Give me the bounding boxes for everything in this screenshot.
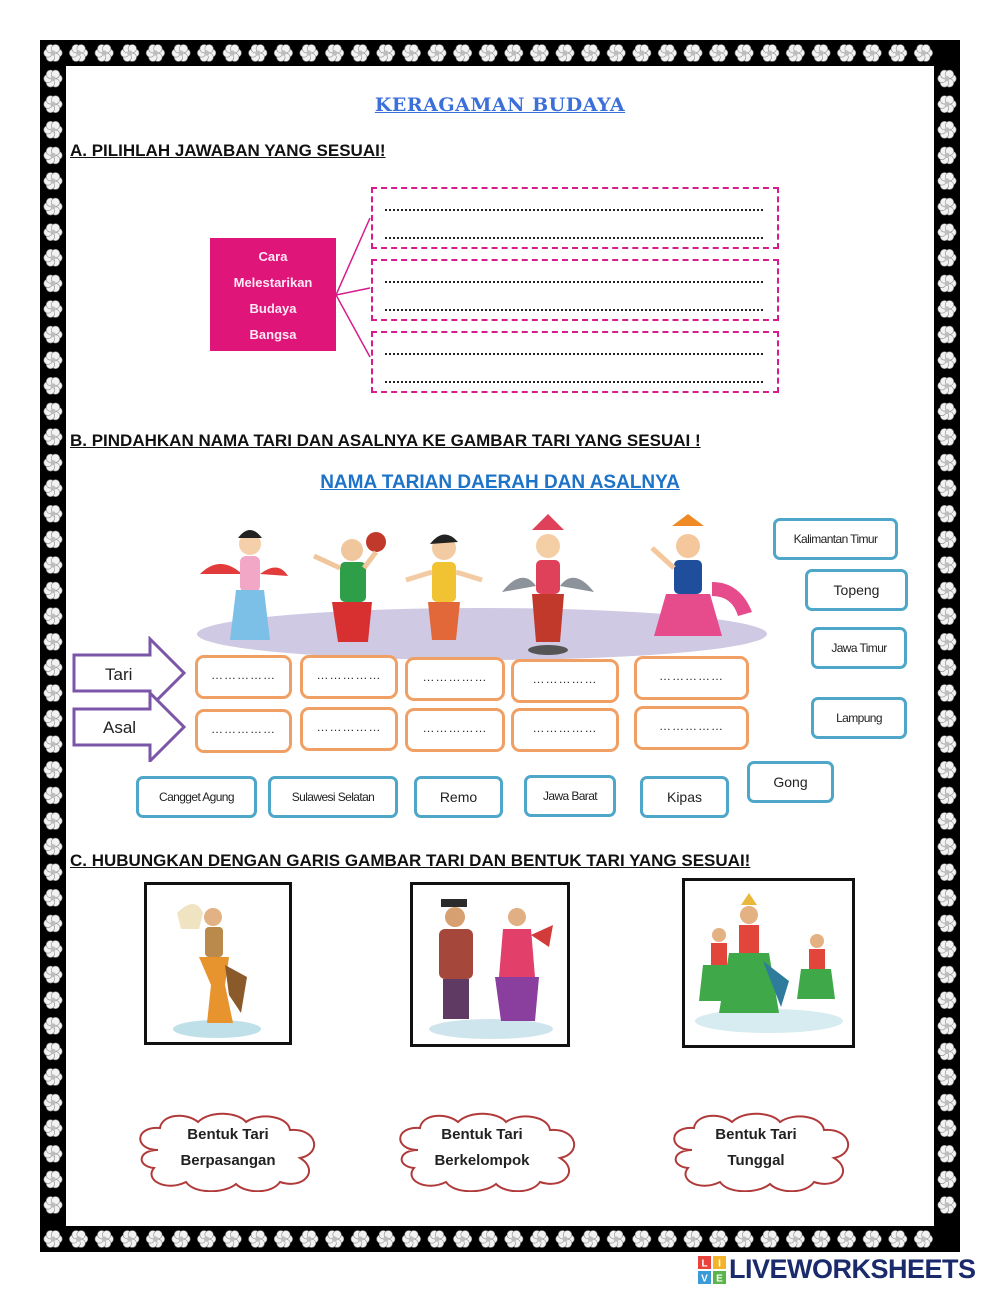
flower-icon bbox=[44, 1069, 62, 1086]
chip-kalimantan-timur[interactable]: Kalimantan Timur bbox=[773, 518, 898, 560]
flower-icon bbox=[505, 1231, 523, 1248]
flower-icon bbox=[44, 1231, 62, 1248]
flower-icon bbox=[684, 45, 702, 62]
flower-icon bbox=[44, 582, 62, 599]
tari-slot-5[interactable]: …………… bbox=[634, 656, 749, 700]
flower-icon bbox=[938, 1094, 956, 1111]
flower-icon bbox=[914, 1231, 932, 1248]
answer-line bbox=[385, 281, 763, 283]
flower-icon bbox=[938, 1197, 956, 1214]
flower-icon bbox=[44, 377, 62, 394]
dancer-sash-illustration bbox=[652, 514, 752, 636]
flower-icon bbox=[44, 761, 62, 778]
answer-line bbox=[385, 381, 763, 383]
flower-icon bbox=[556, 1231, 574, 1248]
flower-icon bbox=[938, 147, 956, 164]
flower-icon bbox=[44, 403, 62, 420]
flower-icon bbox=[938, 1145, 956, 1162]
chip-lampung[interactable]: Lampung bbox=[811, 697, 907, 739]
section-b-heading: B. PINDAHKAN NAMA TARI DAN ASALNYA KE GAMBAR TARI YANG SESUAI ! bbox=[70, 431, 701, 450]
flower-icon bbox=[325, 1231, 343, 1248]
flower-icon bbox=[938, 505, 956, 522]
flower-icon bbox=[44, 173, 62, 190]
flower-icon bbox=[44, 531, 62, 548]
flower-icon bbox=[44, 1145, 62, 1162]
flower-icon bbox=[938, 224, 956, 241]
flower-icon bbox=[197, 45, 215, 62]
flower-icon bbox=[837, 1231, 855, 1248]
group-dancers-illustration bbox=[685, 881, 852, 1045]
flower-icon bbox=[95, 45, 113, 62]
flower-icon bbox=[44, 224, 62, 241]
row-arrows bbox=[72, 636, 192, 762]
box-line-4: Bangsa bbox=[249, 327, 297, 342]
cloud-line-2: Tunggal bbox=[727, 1152, 785, 1169]
flower-icon bbox=[146, 45, 164, 62]
flower-icon bbox=[44, 147, 62, 164]
flower-icon bbox=[44, 70, 62, 87]
asal-slot-4[interactable]: …………… bbox=[511, 708, 619, 752]
flower-icon bbox=[44, 813, 62, 830]
flower-icon bbox=[530, 1231, 548, 1248]
liveworksheets-logo-icon bbox=[698, 1256, 728, 1286]
answer-box-1[interactable] bbox=[371, 187, 779, 249]
solo-dancer-illustration bbox=[147, 885, 289, 1042]
flower-icon bbox=[274, 1231, 292, 1248]
flower-icon bbox=[44, 1197, 62, 1214]
flower-icon bbox=[938, 941, 956, 958]
flower-icon bbox=[44, 736, 62, 753]
flower-icon bbox=[938, 736, 956, 753]
couple-dancers-illustration bbox=[413, 885, 567, 1044]
flower-icon bbox=[44, 301, 62, 318]
chip-cangget-agung[interactable]: Cangget Agung bbox=[136, 776, 257, 818]
flower-icon bbox=[44, 121, 62, 138]
flower-icon bbox=[44, 608, 62, 625]
flower-icon bbox=[402, 45, 420, 62]
flower-icon bbox=[938, 710, 956, 727]
flower-icon bbox=[44, 326, 62, 343]
flower-icon bbox=[938, 915, 956, 932]
flower-icon bbox=[889, 45, 907, 62]
flower-icon bbox=[479, 45, 497, 62]
flower-icon bbox=[633, 45, 651, 62]
liveworksheets-brand: LIVEWORKSHEETS bbox=[729, 1254, 976, 1284]
flower-icon bbox=[44, 710, 62, 727]
tari-slot-1[interactable]: …………… bbox=[195, 655, 292, 699]
cloud-berpasangan-text bbox=[148, 1122, 308, 1174]
flower-icon bbox=[837, 45, 855, 62]
svg-text:V: V bbox=[701, 1273, 708, 1285]
flower-icon bbox=[684, 1231, 702, 1248]
flower-icon bbox=[44, 505, 62, 522]
flower-icon bbox=[274, 45, 292, 62]
flower-icon bbox=[938, 403, 956, 420]
flower-icon bbox=[938, 582, 956, 599]
flower-icon bbox=[607, 45, 625, 62]
flower-icon bbox=[351, 45, 369, 62]
flower-icon bbox=[300, 45, 318, 62]
flower-icon bbox=[938, 301, 956, 318]
flower-icon bbox=[938, 787, 956, 804]
cara-melestarikan-box bbox=[210, 238, 336, 351]
chip-remo[interactable]: Remo bbox=[414, 776, 503, 818]
flower-icon bbox=[377, 1231, 395, 1248]
flower-icon bbox=[121, 45, 139, 62]
flower-icon bbox=[44, 838, 62, 855]
flower-icon bbox=[44, 941, 62, 958]
flower-icon bbox=[377, 45, 395, 62]
svg-text:I: I bbox=[718, 1258, 721, 1270]
flower-icon bbox=[44, 915, 62, 932]
flower-icon bbox=[938, 557, 956, 574]
answer-line bbox=[385, 309, 763, 311]
flower-icon bbox=[735, 1231, 753, 1248]
cloud-line-1: Bentuk Tari bbox=[715, 1126, 797, 1143]
flower-icon bbox=[249, 1231, 267, 1248]
flower-icon bbox=[300, 1231, 318, 1248]
flower-icon bbox=[735, 45, 753, 62]
box-line-2: Melestarikan bbox=[233, 275, 313, 290]
tari-row-label: Tari bbox=[105, 665, 133, 684]
flower-icon bbox=[223, 1231, 241, 1248]
flower-icon bbox=[938, 70, 956, 87]
asal-slot-3[interactable]: …………… bbox=[405, 708, 505, 752]
regional-dancers-illustration bbox=[192, 512, 772, 662]
flower-icon bbox=[938, 1120, 956, 1137]
flower-icon bbox=[938, 173, 956, 190]
flower-icon bbox=[44, 198, 62, 215]
flower-icon bbox=[761, 1231, 779, 1248]
flower-icon bbox=[402, 1231, 420, 1248]
flower-icon bbox=[863, 1231, 881, 1248]
flower-icon bbox=[453, 1231, 471, 1248]
cloud-berkelompok-text bbox=[402, 1122, 562, 1174]
asal-slot-5[interactable]: …………… bbox=[634, 706, 749, 750]
cloud-tunggal-text bbox=[676, 1122, 836, 1174]
flower-icon bbox=[453, 45, 471, 62]
flower-icon bbox=[556, 45, 574, 62]
tari-slot-4[interactable]: …………… bbox=[511, 659, 619, 703]
flower-icon bbox=[812, 1231, 830, 1248]
asal-slot-2[interactable]: …………… bbox=[300, 707, 398, 751]
flower-icon bbox=[938, 1171, 956, 1188]
couple-dance-picture[interactable] bbox=[410, 882, 570, 1047]
flower-icon bbox=[938, 864, 956, 881]
flower-icon bbox=[44, 557, 62, 574]
flower-icon bbox=[914, 45, 932, 62]
flower-icon bbox=[69, 45, 87, 62]
flower-icon bbox=[938, 198, 956, 215]
flower-icon bbox=[44, 966, 62, 983]
flower-icon bbox=[938, 838, 956, 855]
chip-kipas[interactable]: Kipas bbox=[640, 776, 729, 818]
flower-icon bbox=[172, 45, 190, 62]
flower-icon bbox=[44, 1094, 62, 1111]
solo-dance-picture[interactable] bbox=[144, 882, 292, 1045]
flower-icon bbox=[938, 275, 956, 292]
tari-slot-3[interactable]: …………… bbox=[405, 657, 505, 701]
flower-icon bbox=[938, 121, 956, 138]
answer-box-3[interactable] bbox=[371, 331, 779, 393]
flower-icon bbox=[812, 45, 830, 62]
tari-slot-2[interactable]: …………… bbox=[300, 655, 398, 699]
flower-icon bbox=[44, 429, 62, 446]
flower-icon bbox=[658, 1231, 676, 1248]
flower-icon bbox=[172, 1231, 190, 1248]
chip-jawa-timur[interactable]: Jawa Timur bbox=[811, 627, 907, 669]
svg-text:L: L bbox=[701, 1258, 708, 1270]
flower-icon bbox=[607, 1231, 625, 1248]
flower-icon bbox=[95, 1231, 113, 1248]
flower-icon bbox=[44, 1171, 62, 1188]
flower-icon bbox=[863, 45, 881, 62]
worksheet-title: KERAGAMAN BUDAYA bbox=[374, 94, 626, 116]
flower-icon bbox=[249, 45, 267, 62]
flower-icon bbox=[44, 889, 62, 906]
flower-icon bbox=[428, 1231, 446, 1248]
answer-box-2[interactable] bbox=[371, 259, 779, 321]
flower-icon bbox=[146, 1231, 164, 1248]
flower-icon bbox=[44, 352, 62, 369]
flower-icon bbox=[938, 429, 956, 446]
svg-text:E: E bbox=[716, 1273, 723, 1285]
flower-icon bbox=[121, 1231, 139, 1248]
chip-topeng[interactable]: Topeng bbox=[805, 569, 908, 611]
flower-icon bbox=[44, 1017, 62, 1034]
flower-icon bbox=[709, 45, 727, 62]
chip-jawa-barat[interactable]: Jawa Barat bbox=[524, 775, 616, 817]
chip-sulawesi-selatan[interactable]: Sulawesi Selatan bbox=[268, 776, 398, 818]
flower-icon bbox=[938, 352, 956, 369]
flower-icon bbox=[428, 45, 446, 62]
dance-subtitle: NAMA TARIAN DAERAH DAN ASALNYA bbox=[320, 472, 680, 493]
flower-icon bbox=[938, 685, 956, 702]
cloud-line-2: Berpasangan bbox=[180, 1152, 276, 1169]
flower-icon bbox=[44, 1043, 62, 1060]
flower-icon bbox=[479, 1231, 497, 1248]
flower-icon bbox=[44, 992, 62, 1009]
flower-icon bbox=[581, 45, 599, 62]
flower-icon bbox=[44, 685, 62, 702]
asal-row-label: Asal bbox=[103, 718, 137, 737]
flower-icon bbox=[351, 1231, 369, 1248]
flower-icon bbox=[786, 1231, 804, 1248]
flower-icon bbox=[938, 1017, 956, 1034]
flower-icon bbox=[44, 1120, 62, 1137]
flower-icon bbox=[938, 813, 956, 830]
section-c-heading: C. HUBUNGKAN DENGAN GARIS GAMBAR TARI DAN BENTUK TARI YANG SESUAI! bbox=[70, 851, 751, 870]
flower-icon bbox=[761, 45, 779, 62]
flower-icon bbox=[938, 659, 956, 676]
flower-icon bbox=[938, 1043, 956, 1060]
flower-icon bbox=[581, 1231, 599, 1248]
cloud-line-2: Berkelompok bbox=[434, 1152, 530, 1169]
flower-icon bbox=[938, 326, 956, 343]
answer-line bbox=[385, 209, 763, 211]
chip-gong[interactable]: Gong bbox=[747, 761, 834, 803]
flower-icon bbox=[938, 992, 956, 1009]
flower-icon bbox=[44, 787, 62, 804]
group-dance-picture[interactable] bbox=[682, 878, 855, 1048]
connector-lines bbox=[336, 215, 376, 365]
flower-icon bbox=[530, 45, 548, 62]
flower-icon bbox=[658, 45, 676, 62]
flower-icon bbox=[938, 966, 956, 983]
flower-icon bbox=[44, 659, 62, 676]
cloud-line-1: Bentuk Tari bbox=[441, 1126, 523, 1143]
flower-icon bbox=[938, 889, 956, 906]
flower-icon bbox=[938, 1069, 956, 1086]
cloud-line-1: Bentuk Tari bbox=[187, 1126, 269, 1143]
flower-icon bbox=[44, 249, 62, 266]
asal-slot-1[interactable]: …………… bbox=[195, 709, 292, 753]
flower-icon bbox=[889, 1231, 907, 1248]
flower-icon bbox=[197, 1231, 215, 1248]
answer-line bbox=[385, 353, 763, 355]
flower-icon bbox=[938, 531, 956, 548]
flower-icon bbox=[786, 45, 804, 62]
box-line-1: Cara bbox=[258, 249, 288, 264]
flower-icon bbox=[44, 275, 62, 292]
section-a-heading: A. PILIHLAH JAWABAN YANG SESUAI! bbox=[70, 141, 386, 160]
flower-icon bbox=[505, 45, 523, 62]
flower-icon bbox=[633, 1231, 651, 1248]
flower-icon bbox=[938, 608, 956, 625]
flower-icon bbox=[44, 45, 62, 62]
flower-icon bbox=[44, 454, 62, 471]
flower-icon bbox=[709, 1231, 727, 1248]
flower-icon bbox=[938, 633, 956, 650]
flower-icon bbox=[69, 1231, 87, 1248]
flower-icon bbox=[325, 45, 343, 62]
flower-icon bbox=[938, 761, 956, 778]
flower-icon bbox=[938, 377, 956, 394]
flower-icon bbox=[44, 633, 62, 650]
box-line-3: Budaya bbox=[249, 301, 297, 316]
flower-icon bbox=[223, 45, 241, 62]
flower-icon bbox=[938, 249, 956, 266]
flower-icon bbox=[44, 864, 62, 881]
answer-line bbox=[385, 237, 763, 239]
flower-icon bbox=[938, 454, 956, 471]
